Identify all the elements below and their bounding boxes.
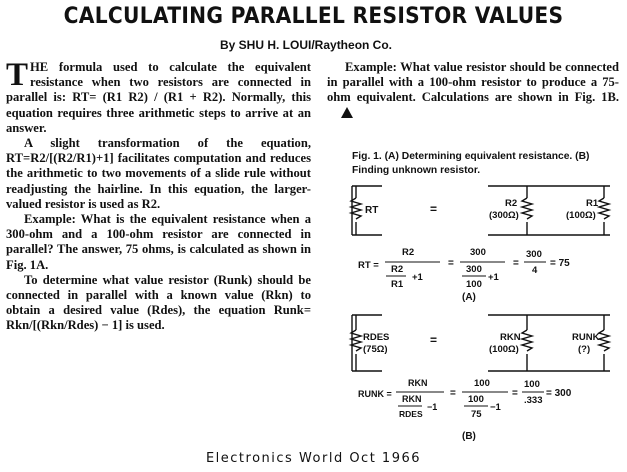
eq-a-f2-num: 300 bbox=[470, 247, 486, 258]
article-title: CALCULATING PARALLEL RESISTOR VALUES bbox=[63, 4, 564, 29]
figure-b-label: (B) bbox=[462, 431, 476, 442]
eq-b-f1-dden: RDES bbox=[399, 409, 423, 419]
eq-a-result: = 75 bbox=[550, 258, 570, 269]
equals-sign-b: = bbox=[430, 333, 438, 347]
eq-b-f2-dden: 75 bbox=[471, 409, 482, 420]
eq-b-result: = 300 bbox=[546, 388, 572, 399]
byline: By SHU H. LOUI/Raytheon Co. bbox=[220, 38, 393, 52]
eq-b-f1-dnum: RKN bbox=[402, 394, 422, 404]
paragraph-3: Example: What is the equivalent resistance when a 300-ohm and a 100-ohm resistor are connected in parallel? The answer, 75 ohms, is calculated as shown in Fig. 1A. bbox=[6, 212, 311, 272]
eq-a-f1-num: R2 bbox=[402, 247, 415, 258]
figure-a-equation bbox=[358, 247, 570, 303]
eq-a-plus1: +1 bbox=[412, 272, 423, 283]
equals-sign-a: = bbox=[430, 202, 438, 216]
eq-a-f1-dnum: R2 bbox=[391, 264, 404, 275]
figure-a-circuit bbox=[351, 186, 610, 235]
eq-b-minus1-b: −1 bbox=[490, 402, 501, 413]
eq-a-f1-dden: R1 bbox=[391, 279, 404, 290]
eq-b-minus1: −1 bbox=[427, 402, 438, 412]
figure-b-circuit bbox=[351, 315, 610, 371]
source-credit: Electronics World Oct 1966 bbox=[205, 451, 422, 466]
r2-label: R2 bbox=[505, 198, 518, 209]
paragraph-1-text: HE formula used to calculate the equivalent resistance when two resistors are connected in parallel is: RT= (R1 R2) / (R1 + R2). Normally, this equation requires three arithmetic steps to arrive at an answer. bbox=[6, 60, 311, 135]
runk-resistor-icon bbox=[599, 330, 609, 351]
eq-a-f2-dnum: 300 bbox=[466, 264, 482, 275]
eq-b-f2-num: 100 bbox=[474, 378, 490, 389]
eq-a-eq2: = bbox=[513, 258, 519, 269]
eq-b-f3-den: .333 bbox=[524, 395, 543, 406]
eq-b-lhs: RUNK = bbox=[358, 389, 392, 399]
r1-value: (100Ω) bbox=[566, 210, 596, 221]
runk-value: (?) bbox=[578, 344, 591, 355]
drop-cap: T bbox=[6, 57, 29, 93]
r1-label: R1 bbox=[586, 198, 599, 209]
r1-resistor-icon bbox=[599, 198, 609, 219]
eq-a-plus1-b: +1 bbox=[488, 272, 499, 283]
paragraph-2: A slight transformation of the equation, RT=R2/[(R2/R1)+1] facilitates computation and reduces the arithmetic to two movements of a slide rule without readjusting the hairline. In this equation, the larger-valued resistor is used as R2. bbox=[6, 136, 311, 211]
eq-b-f2-dnum: 100 bbox=[468, 394, 484, 405]
eq-a-f3-den: 4 bbox=[532, 265, 538, 276]
rkn-label: RKN bbox=[500, 332, 521, 343]
eq-b-eq2: = bbox=[512, 388, 518, 399]
eq-a-lhs: RT = bbox=[358, 260, 379, 271]
eq-b-eq1: = bbox=[450, 388, 456, 399]
figure-b-equation bbox=[358, 378, 572, 442]
paragraph-5-text: Example: What value resistor should be connected in parallel with a 100-ohm resistor to produce a 75-ohm equivalent. Calculations are shown in Fig. 1B. bbox=[327, 60, 619, 105]
eq-a-f3-num: 300 bbox=[526, 249, 542, 260]
figure-a-label: (A) bbox=[462, 292, 476, 303]
eq-b-f1-num: RKN bbox=[408, 378, 428, 388]
rdes-label: RDES bbox=[363, 332, 390, 343]
rkn-value: (100Ω) bbox=[489, 344, 519, 355]
rt-label: RT bbox=[365, 205, 379, 216]
rkn-resistor-icon bbox=[522, 330, 532, 351]
eq-a-eq1: = bbox=[448, 258, 454, 269]
eq-b-f3-num: 100 bbox=[524, 379, 540, 390]
runk-label: RUNK bbox=[572, 332, 600, 343]
r2-value: (300Ω) bbox=[489, 210, 519, 221]
rdes-value: (75Ω) bbox=[363, 344, 388, 355]
paragraph-4: To determine what value resistor (Runk) should be connected in parallel with a known value (Rkn) to obtain a desired value (Rdes), the equation Runk= Rkn/[(Rkn/Rdes) − 1] is used. bbox=[6, 272, 311, 333]
eq-a-f2-dden: 100 bbox=[466, 279, 482, 290]
figure-caption: Fig. 1. (A) Determining equivalent resistance. (B) Finding unknown resistor. bbox=[352, 151, 590, 176]
r2-resistor-icon bbox=[522, 198, 532, 219]
